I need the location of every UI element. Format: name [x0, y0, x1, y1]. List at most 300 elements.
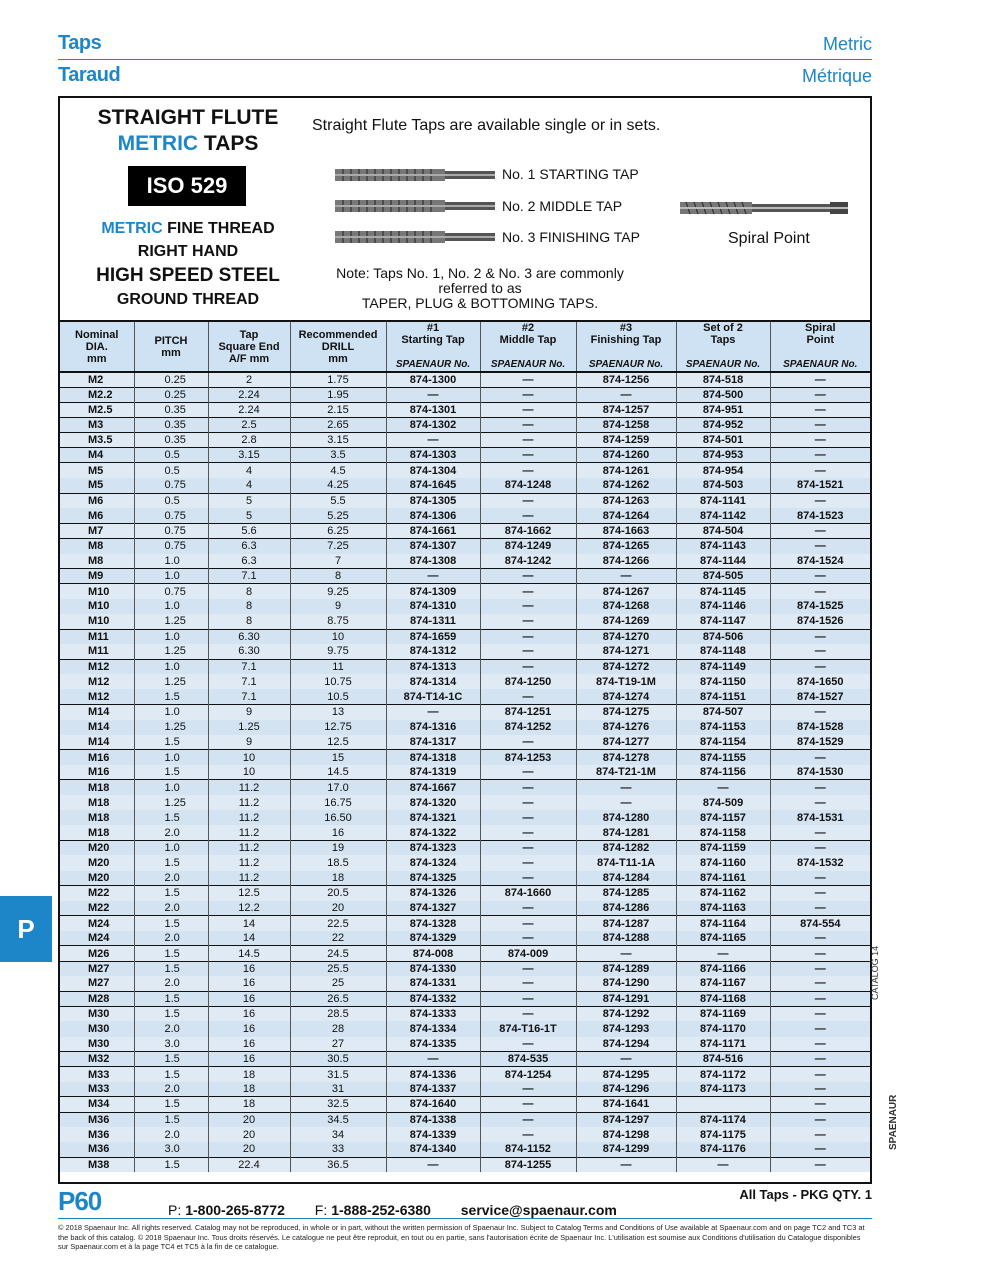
table-cell: — — [576, 388, 676, 403]
table-cell: M5 — [60, 463, 134, 478]
table-cell: 2.0 — [134, 825, 208, 840]
table-cell: 874-1164 — [676, 916, 770, 931]
table-cell: 0.75 — [134, 478, 208, 493]
table-cell: 1.25 — [134, 720, 208, 735]
table-cell: 3.5 — [290, 448, 386, 463]
table-cell: 874-953 — [676, 448, 770, 463]
table-cell: 874-T14-1C — [386, 689, 480, 704]
table-cell: 874-1272 — [576, 659, 676, 674]
table-cell: 874-1259 — [576, 433, 676, 448]
table-cell: 874-1309 — [386, 584, 480, 599]
finishing-tap-label: No. 3 FINISHING TAP — [502, 229, 640, 245]
spec-material: HIGH SPEED STEEL — [96, 265, 280, 286]
table-cell: 874-554 — [770, 916, 870, 931]
table-row — [60, 991, 870, 1006]
table-cell: 19 — [290, 840, 386, 855]
table-row — [60, 1037, 870, 1052]
table-cell: M11 — [60, 629, 134, 644]
table-cell: — — [770, 901, 870, 916]
table-cell: — — [386, 1052, 480, 1067]
table-row — [60, 1157, 870, 1172]
table-cell: 874-1282 — [576, 840, 676, 855]
table-cell: 874-1292 — [576, 1006, 676, 1021]
table-cell: 874-T21-1M — [576, 765, 676, 780]
table-row — [60, 508, 870, 523]
table-cell: M18 — [60, 795, 134, 810]
table-cell: — — [480, 584, 576, 599]
table-cell: 874-500 — [676, 388, 770, 403]
table-row — [60, 795, 870, 810]
table-cell: 874-1663 — [576, 523, 676, 538]
table-cell: 8 — [208, 614, 290, 629]
table-cell: 874-1269 — [576, 614, 676, 629]
copyright-notice: © 2018 Spaenaur Inc. All rights reserved. Catalog may not be reproduced, in whole or in part, without the written permission of Spaenaur Inc. Subject to Catalog Terms and Conditions of Use available at Spaenaur.com and on page TC2 and TC3 at the back of this catalog. © 2018 Spaenaur Inc. Tous droits réservés. Le catalogue ne peut être reproduit, en tout ou en partie, sans l'autorisation écrite de Spaenaur Inc. L'utilisation est soumise aux Conditions d'utilisation du Catalogue disponibles sur Spaenaur.com et à la page TC4 et TC5 à la fin de ce catalogue. — [58, 1223, 865, 1251]
table-cell: M2.2 — [60, 388, 134, 403]
table-cell: 874-1251 — [480, 704, 576, 719]
category-title-en: Taps — [58, 32, 102, 54]
table-cell: — — [480, 644, 576, 659]
table-cell: — — [770, 1157, 870, 1172]
table-cell: 6.30 — [208, 629, 290, 644]
table-cell: 874-1641 — [576, 1097, 676, 1112]
table-cell: 18 — [208, 1067, 290, 1082]
table-cell: 874-1330 — [386, 961, 480, 976]
header-line: Middle Tap — [499, 334, 557, 346]
table-cell: 874-1170 — [676, 1021, 770, 1036]
table-cell: 874-1529 — [770, 735, 870, 750]
table-cell: 8 — [208, 599, 290, 614]
title-line-2 — [88, 132, 288, 156]
table-cell: — — [576, 946, 676, 961]
tap-note — [330, 266, 630, 311]
table-cell — [676, 1097, 770, 1112]
product-frame — [58, 96, 872, 1184]
table-cell: 874-1169 — [676, 1006, 770, 1021]
table-cell: 22.4 — [208, 1157, 290, 1172]
table-cell: 874-1300 — [386, 372, 480, 388]
fax-number: 1-888-252-6380 — [331, 1202, 431, 1218]
table-cell: 1.25 — [134, 614, 208, 629]
spec-grinding: GROUND THREAD — [116, 291, 260, 308]
table-cell: 1.5 — [134, 765, 208, 780]
table-row — [60, 825, 870, 840]
table-cell: 14 — [208, 916, 290, 931]
col-middle-tap — [480, 321, 576, 372]
table-cell: — — [576, 1052, 676, 1067]
table-cell: — — [480, 931, 576, 946]
table-cell: 874-1661 — [386, 523, 480, 538]
table-row — [60, 886, 870, 901]
table-cell: M4 — [60, 448, 134, 463]
table-cell: 874-1305 — [386, 493, 480, 508]
table-cell: 874-1255 — [480, 1157, 576, 1172]
table-cell: 874-1151 — [676, 689, 770, 704]
table-cell: 1.5 — [134, 946, 208, 961]
table-cell: 874-1174 — [676, 1112, 770, 1127]
table-cell: 874-1161 — [676, 871, 770, 886]
table-cell: M14 — [60, 720, 134, 735]
table-cell: 874-1340 — [386, 1142, 480, 1157]
header-line: #1 — [426, 322, 440, 334]
table-cell: — — [576, 569, 676, 584]
table-row — [60, 523, 870, 538]
header-line: DIA. — [85, 340, 108, 353]
table-row — [60, 554, 870, 569]
table-cell: — — [480, 780, 576, 795]
col-drill — [290, 321, 386, 372]
table-cell: 9 — [208, 735, 290, 750]
table-cell: — — [386, 1157, 480, 1172]
table-cell: 6.25 — [290, 523, 386, 538]
table-row — [60, 418, 870, 433]
table-cell: 874-1266 — [576, 554, 676, 569]
table-cell: 0.35 — [134, 433, 208, 448]
table-cell: 874-1158 — [676, 825, 770, 840]
table-cell: 16 — [208, 1037, 290, 1052]
table-cell: 874-1253 — [480, 750, 576, 765]
table-cell: — — [770, 780, 870, 795]
table-cell: 20 — [290, 901, 386, 916]
table-cell: — — [770, 388, 870, 403]
table-cell: 874-1527 — [770, 689, 870, 704]
starting-tap-label: No. 1 STARTING TAP — [502, 166, 639, 182]
table-cell: 874-1324 — [386, 855, 480, 870]
table-row — [60, 1082, 870, 1097]
table-cell: — — [676, 946, 770, 961]
middle-tap-image — [335, 197, 495, 215]
table-cell: 16 — [208, 976, 290, 991]
table-cell: M2.5 — [60, 403, 134, 418]
table-cell: — — [480, 901, 576, 916]
table-cell: 0.5 — [134, 448, 208, 463]
section-tab: P — [0, 896, 52, 962]
table-cell: M3 — [60, 418, 134, 433]
table-cell: 874-1168 — [676, 991, 770, 1006]
starting-tap-image — [335, 166, 495, 184]
table-cell: 31 — [290, 1082, 386, 1097]
table-cell: 874-1311 — [386, 614, 480, 629]
table-cell: 874-T19-1M — [576, 674, 676, 689]
table-cell: 874-1332 — [386, 991, 480, 1006]
table-cell: 874-1301 — [386, 403, 480, 418]
page-number: P60 — [58, 1186, 102, 1216]
table-row — [60, 1127, 870, 1142]
table-cell: 874-1294 — [576, 1037, 676, 1052]
table-cell: 14.5 — [208, 946, 290, 961]
table-cell: M20 — [60, 855, 134, 870]
header-line: A/F mm — [228, 352, 270, 365]
header-line: SPAENAUR No. — [588, 359, 664, 370]
table-cell: 874-1250 — [480, 674, 576, 689]
table-cell: M20 — [60, 840, 134, 855]
table-cell: 874-506 — [676, 629, 770, 644]
table-cell: 16 — [208, 961, 290, 976]
table-row — [60, 871, 870, 886]
catalog-label: CATALOG 14 — [870, 945, 880, 1000]
table-cell: 9 — [290, 599, 386, 614]
table-cell: 874-1287 — [576, 916, 676, 931]
table-cell: — — [480, 569, 576, 584]
table-cell: — — [480, 795, 576, 810]
note-line-1: Note: Taps No. 1, No. 2 & No. 3 are commonly — [336, 265, 624, 281]
table-row — [60, 916, 870, 931]
table-cell: 874-1319 — [386, 765, 480, 780]
table-cell: 874-1263 — [576, 493, 676, 508]
table-cell: 874-1155 — [676, 750, 770, 765]
table-cell: 874-1148 — [676, 644, 770, 659]
table-cell: 874-1145 — [676, 584, 770, 599]
table-cell: 0.75 — [134, 538, 208, 553]
table-cell: 874-1260 — [576, 448, 676, 463]
table-cell: 874-1274 — [576, 689, 676, 704]
table-cell: — — [480, 448, 576, 463]
table-cell: M6 — [60, 508, 134, 523]
note-line-3: TAPER, PLUG & BOTTOMING TAPS. — [361, 295, 599, 311]
table-cell: 18.5 — [290, 855, 386, 870]
table-cell: 874-509 — [676, 795, 770, 810]
table-cell: 0.75 — [134, 523, 208, 538]
table-cell: 874-1176 — [676, 1142, 770, 1157]
table-cell: 5.5 — [290, 493, 386, 508]
table-cell: — — [770, 1142, 870, 1157]
spiral-point-tap-image — [680, 198, 850, 218]
table-cell: — — [770, 1067, 870, 1082]
table-cell: M27 — [60, 976, 134, 991]
table-cell: — — [480, 916, 576, 931]
table-cell: 6.30 — [208, 644, 290, 659]
table-row — [60, 931, 870, 946]
table-cell: — — [576, 780, 676, 795]
table-cell: — — [770, 886, 870, 901]
table-cell: M10 — [60, 584, 134, 599]
table-cell: M14 — [60, 704, 134, 719]
table-cell: 874-1150 — [676, 674, 770, 689]
table-cell: — — [770, 750, 870, 765]
table-cell: 16 — [208, 1052, 290, 1067]
table-cell: M3.5 — [60, 433, 134, 448]
table-cell: 10 — [208, 750, 290, 765]
table-cell: 1.5 — [134, 689, 208, 704]
table-cell: M2 — [60, 372, 134, 388]
table-cell: 874-1172 — [676, 1067, 770, 1082]
table-row — [60, 689, 870, 704]
table-cell: 28.5 — [290, 1006, 386, 1021]
table-cell: — — [770, 1097, 870, 1112]
table-header-row — [60, 321, 870, 372]
table-cell: 2.65 — [290, 418, 386, 433]
table-cell: 1.0 — [134, 750, 208, 765]
table-row — [60, 720, 870, 735]
table-cell: 874-1160 — [676, 855, 770, 870]
table-cell: — — [386, 704, 480, 719]
title-metric: METRIC — [117, 132, 199, 155]
table-cell: 874-1528 — [770, 720, 870, 735]
table-cell: 874-1338 — [386, 1112, 480, 1127]
table-cell: 874-1154 — [676, 735, 770, 750]
title-taps: TAPS — [198, 132, 259, 155]
table-cell: 874-1162 — [676, 886, 770, 901]
table-cell: 1.5 — [134, 886, 208, 901]
table-cell: 874-1660 — [480, 886, 576, 901]
table-row — [60, 538, 870, 553]
table-cell: 26.5 — [290, 991, 386, 1006]
table-cell: 874-1149 — [676, 659, 770, 674]
table-row — [60, 372, 870, 388]
table-cell: 20 — [208, 1112, 290, 1127]
table-cell: M22 — [60, 901, 134, 916]
table-cell: 874-1526 — [770, 614, 870, 629]
table-cell: 874-1143 — [676, 538, 770, 553]
table-cell: — — [386, 433, 480, 448]
table-row — [60, 599, 870, 614]
table-cell: 874-1314 — [386, 674, 480, 689]
table-cell: — — [480, 418, 576, 433]
spec-thread — [88, 220, 288, 238]
table-cell: 874-1270 — [576, 629, 676, 644]
table-cell: 4 — [208, 463, 290, 478]
table-cell: — — [770, 584, 870, 599]
table-cell: 874-1339 — [386, 1127, 480, 1142]
table-row — [60, 780, 870, 795]
table-cell: 874-1264 — [576, 508, 676, 523]
header-line: mm — [328, 352, 348, 365]
table-cell: 2.0 — [134, 1127, 208, 1142]
table-cell: 22.5 — [290, 916, 386, 931]
table-cell: — — [770, 1112, 870, 1127]
table-row — [60, 448, 870, 463]
header-line: Set of 2 — [703, 322, 743, 334]
table-cell: — — [386, 569, 480, 584]
header-line: DRILL — [321, 340, 355, 353]
table-cell: — — [480, 689, 576, 704]
table-cell: — — [480, 825, 576, 840]
table-cell: — — [770, 403, 870, 418]
table-cell: 1.0 — [134, 840, 208, 855]
table-cell: 874-1524 — [770, 554, 870, 569]
table-cell: — — [480, 629, 576, 644]
table-cell: 1.5 — [134, 1052, 208, 1067]
table-cell: 5.25 — [290, 508, 386, 523]
table-cell: 874-1317 — [386, 735, 480, 750]
table-cell: — — [480, 1112, 576, 1127]
table-cell: 12.5 — [208, 886, 290, 901]
table-cell: — — [480, 961, 576, 976]
table-cell: 9.25 — [290, 584, 386, 599]
table-cell: M24 — [60, 931, 134, 946]
table-cell: 18 — [208, 1082, 290, 1097]
table-cell: 874-951 — [676, 403, 770, 418]
table-cell: 2.0 — [134, 1082, 208, 1097]
table-cell: M9 — [60, 569, 134, 584]
table-cell: — — [480, 1082, 576, 1097]
table-cell: 874-1318 — [386, 750, 480, 765]
table-row — [60, 478, 870, 493]
table-cell: M10 — [60, 599, 134, 614]
table-cell: 16.50 — [290, 810, 386, 825]
table-row — [60, 584, 870, 599]
table-cell: — — [480, 659, 576, 674]
table-cell: 1.5 — [134, 1097, 208, 1112]
table-cell: M8 — [60, 538, 134, 553]
table-cell: M20 — [60, 871, 134, 886]
email[interactable]: service@spaenaur.com — [460, 1202, 617, 1218]
table-cell: 18 — [208, 1097, 290, 1112]
table-row — [60, 659, 870, 674]
table-cell: 874-1327 — [386, 901, 480, 916]
table-cell: 0.35 — [134, 403, 208, 418]
table-cell: 8 — [290, 569, 386, 584]
table-cell: — — [770, 704, 870, 719]
table-row — [60, 704, 870, 719]
table-cell: M26 — [60, 946, 134, 961]
table-cell: — — [770, 433, 870, 448]
table-cell: 0.25 — [134, 372, 208, 388]
table-cell: 874-009 — [480, 946, 576, 961]
table-cell: M8 — [60, 554, 134, 569]
footer-divider — [58, 1218, 872, 1219]
table-cell: 874-1312 — [386, 644, 480, 659]
header-line: SPAENAUR No. — [490, 359, 566, 370]
table-cell: 874-1531 — [770, 810, 870, 825]
table-cell: — — [770, 795, 870, 810]
table-cell: — — [480, 765, 576, 780]
table-cell: 874-505 — [676, 569, 770, 584]
table-cell: 11.2 — [208, 825, 290, 840]
header-line: SPAENAUR No. — [685, 359, 761, 370]
table-cell: 874-1293 — [576, 1021, 676, 1036]
table-cell: 874-1333 — [386, 1006, 480, 1021]
header-line: SPAENAUR No. — [395, 359, 471, 370]
table-row — [60, 644, 870, 659]
table-cell: M12 — [60, 689, 134, 704]
finishing-tap-image — [335, 228, 495, 246]
table-cell: 1.0 — [134, 659, 208, 674]
table-cell: 874-1289 — [576, 961, 676, 976]
table-cell: 874-1144 — [676, 554, 770, 569]
contact-line — [168, 1202, 643, 1218]
note-line-2: referred to as — [438, 280, 522, 296]
table-cell: 9 — [208, 704, 290, 719]
table-cell: 874-1659 — [386, 629, 480, 644]
table-cell: 10.75 — [290, 674, 386, 689]
table-cell: 5 — [208, 508, 290, 523]
table-cell: 874-1277 — [576, 735, 676, 750]
table-cell: 874-1316 — [386, 720, 480, 735]
table-cell: 7.25 — [290, 538, 386, 553]
table-cell: 874-1285 — [576, 886, 676, 901]
table-cell: 874-1325 — [386, 871, 480, 886]
table-cell: 22 — [290, 931, 386, 946]
table-cell: — — [770, 946, 870, 961]
table-cell: — — [480, 1006, 576, 1021]
package-quantity: All Taps - PKG QTY. 1 — [739, 1187, 872, 1202]
table-cell: M28 — [60, 991, 134, 1006]
table-cell: M14 — [60, 735, 134, 750]
table-cell: M30 — [60, 1021, 134, 1036]
table-cell: 874-008 — [386, 946, 480, 961]
table-cell: — — [770, 1127, 870, 1142]
table-cell: 11.2 — [208, 871, 290, 886]
table-cell: 0.25 — [134, 388, 208, 403]
table-cell: — — [386, 388, 480, 403]
table-cell: — — [770, 463, 870, 478]
table-cell: 874-1321 — [386, 810, 480, 825]
table-cell: 874-1256 — [576, 372, 676, 388]
table-row — [60, 1097, 870, 1112]
table-cell: 874-1147 — [676, 614, 770, 629]
table-cell: 874-1248 — [480, 478, 576, 493]
table-cell: 1.5 — [134, 991, 208, 1006]
